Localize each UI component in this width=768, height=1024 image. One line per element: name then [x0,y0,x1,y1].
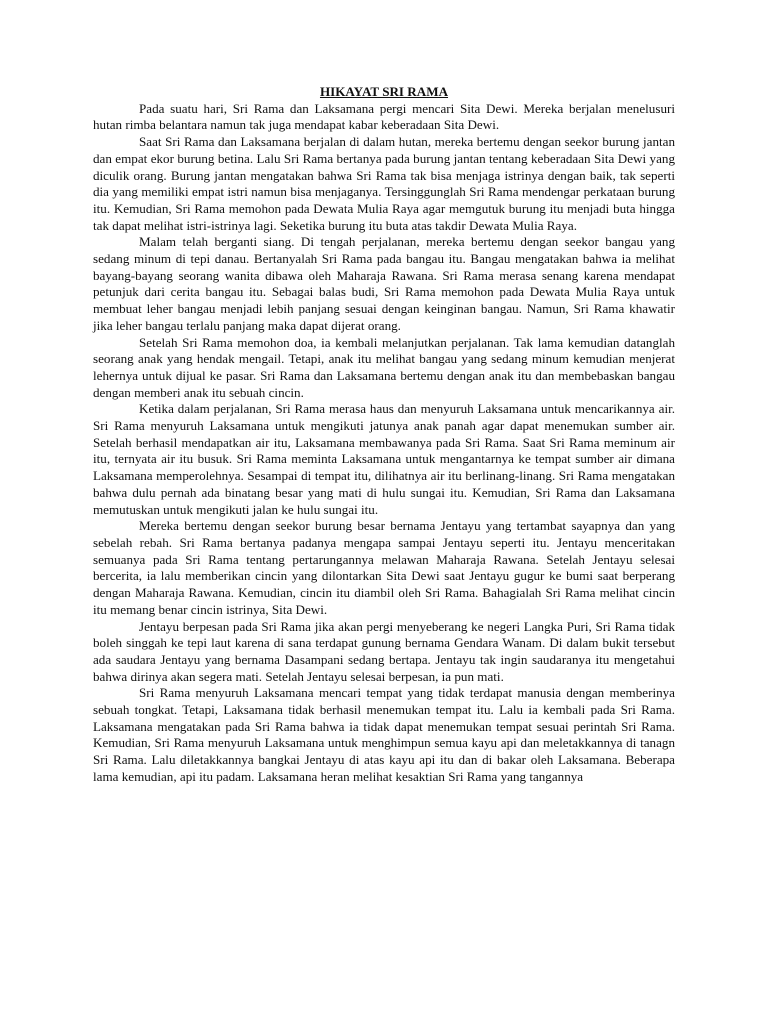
paragraph-3: Malam telah berganti siang. Di tengah perjalanan, mereka bertemu dengan seekor bangau yang sedang minum di tepi danau. Bertanyalah Sri Rama pada bangau itu. Bangau mengatakan bahwa ia melihat bayang-bayang seorang wanita dibawa oleh Maharaja Rawana. Sri Rama merasa senang karena mendapat petunjuk dari cerita bangau itu. Sebagai balas budi, Sri Rama memohon pada Dewata Mulia Raya untuk membuat leher bangau menjadi lebih panjang sesuai dengan keinginan bangau. Namun, Sri Rama khawatir jika leher bangau terlalu panjang maka dapat dijerat orang. [93,234,675,333]
paragraph-2: Saat Sri Rama dan Laksamana berjalan di dalam hutan, mereka bertemu dengan seekor burung jantan dan empat ekor burung betina. Lalu Sri Rama bertanya pada burung jantan tentang keberadaan Sita Dewi yang diculik orang. Burung jantan mengatakan bahwa Sri Rama tak bisa menjaga istrinya dengan baik, tak seperti dia yang memiliki empat istri namun bisa menjaganya. Tersinggunglah Sri Rama mendengar perkataan burung itu. Kemudian, Sri Rama memohon pada Dewata Mulia Raya agar memgutuk burung itu menjadi buta hingga tak dapat melihat istri-istrinya lagi. Seketika burung itu buta atas takdir Dewata Mulia Raya. [93,134,675,233]
paragraph-7: Jentayu berpesan pada Sri Rama jika akan pergi menyeberang ke negeri Langka Puri, Sri Rama tidak boleh singgah ke tepi laut karena di sana terdapat gunung bernama Gendara Wanam. Di dalam bukit tersebut ada saudara Jentayu yang bernama Dasampani sedang bertapa. Jentayu tak ingin saudaranya itu mengetahui bahwa dirinya akan segera mati. Setelah Jentayu selesai berpesan, ia pun mati. [93,618,675,684]
document-body [93,84,675,786]
paragraph-5: Ketika dalam perjalanan, Sri Rama merasa haus dan menyuruh Laksamana untuk mencarikannya air. Sri Rama menyuruh Laksamana untuk mengikuti jatunya anak panah agar dapat menemukan sumber air. Setelah berhasil mendapatkan air itu, Laksamana membawanya pada Sri Rama. Saat Sri Rama meminum air itu, ternyata air itu busuk. Sri Rama meminta Laksamana untuk mengantarnya ke tempat sumber air dimana Laksamana memperolehnya. Sesampai di tempat itu, dilihatnya air itu berlinang-linang. Sri Rama mengatakan bahwa dulu pernah ada binatang besar yang mati di hulu sungai itu. Kemudian, Sri Rama dan Laksamana memutuskan untuk mengikuti jalan ke hulu sungai itu. [93,401,675,517]
paragraph-1: Pada suatu hari, Sri Rama dan Laksamana pergi mencari Sita Dewi. Mereka berjalan menelusuri hutan rimba belantara namun tak juga mendapat kabar keberadaan Sita Dewi. [93,100,675,133]
paragraph-6: Mereka bertemu dengan seekor burung besar bernama Jentayu yang tertambat sayapnya dan yang sebelah rebah. Sri Rama bertanya padanya mengapa sampai Jentayu seperti itu. Jentayu menceritakan semuanya pada Sri Rama tentang pertarungannya melawan Maharaja Rawana. Setelah Jentayu selesai bercerita, ia lalu memberikan cincin yang dilontarkan Sita Dewi saat Jentayu gugur ke bumi saat berperang dengan Maharaja Rawana. Kemudian, cincin itu diambil oleh Sri Rama. Bahagialah Sri Rama melihat cincin itu memang benar cincin istrinya, Sita Dewi. [93,518,675,617]
paragraph-4: Setelah Sri Rama memohon doa, ia kembali melanjutkan perjalanan. Tak lama kemudian datanglah seorang anak yang hendak mengail. Tetapi, anak itu melihat bangau yang sedang minum kemudian menjerat lehernya untuk dijual ke pasar. Sri Rama dan Laksamana bertemu dengan anak itu dan membebaskan bangau dengan memberi anak itu sebuah cincin. [93,334,675,400]
paragraph-8: Sri Rama menyuruh Laksamana mencari tempat yang tidak terdapat manusia dengan memberinya sebuah tongkat. Tetapi, Laksamana tidak berhasil menemukan tempat itu. Lalu ia kembali pada Sri Rama. Laksamana mengatakan pada Sri Rama bahwa ia tidak dapat menemukan tempat sesuai perintah Sri Rama. Kemudian, Sri Rama menyuruh Laksamana untuk menghimpun semua kayu api dan meletakkannya di tanagn Sri Rama. Lalu diletakkannya bangkai Jentayu di atas kayu api itu dan di bakar oleh Laksamana. Beberapa lama kemudian, api itu padam. Laksamana heran melihat kesaktian Sri Rama yang tangannya [93,685,675,784]
document-title: HIKAYAT SRI RAMA [319,84,449,99]
